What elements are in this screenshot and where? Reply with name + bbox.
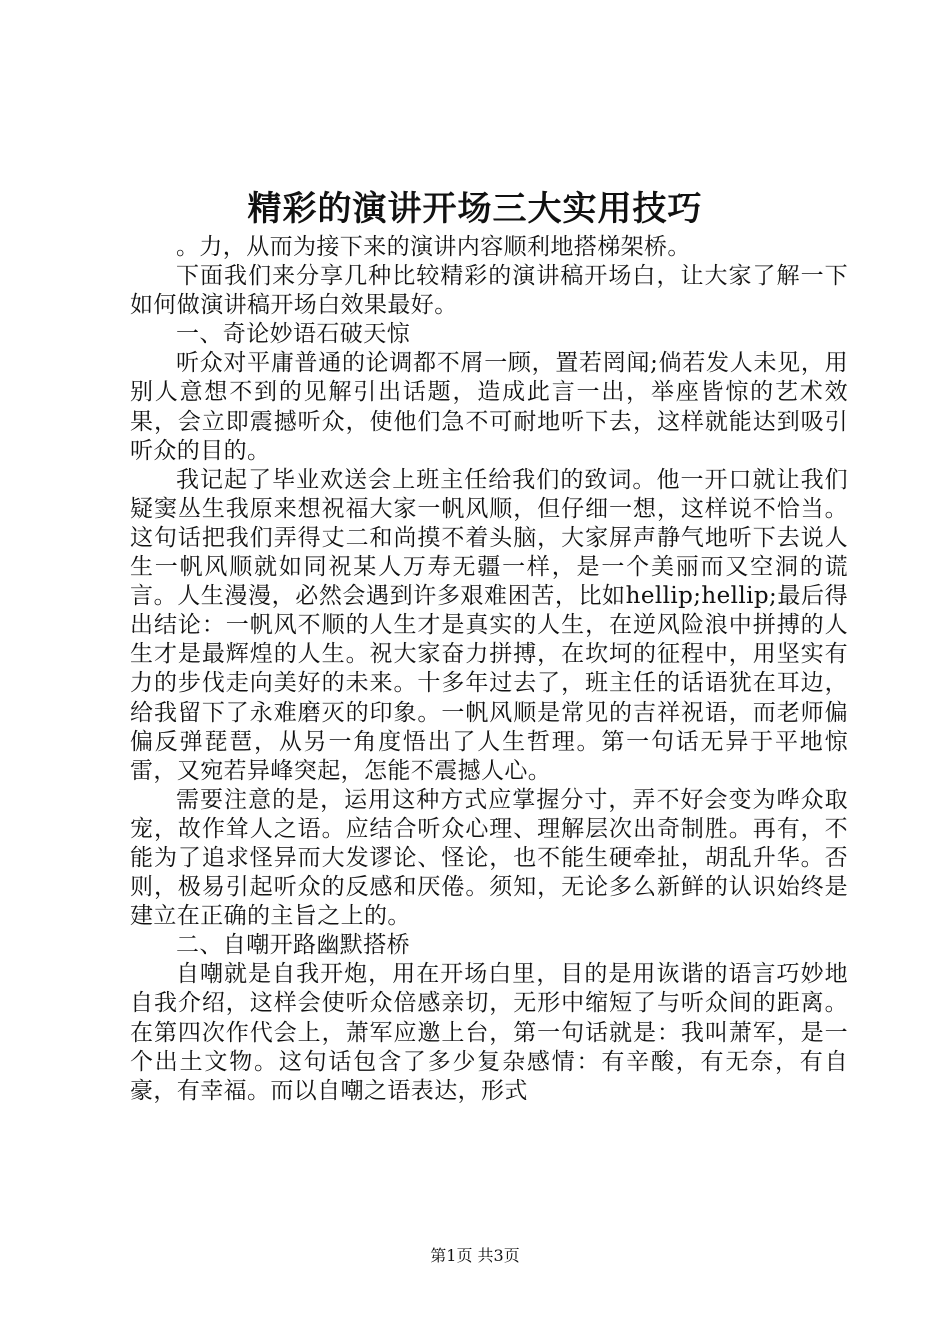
section-heading-1: 一、奇论妙语石破天惊	[176, 321, 410, 348]
document-body	[130, 233, 848, 1106]
paragraph-section1-intro: 听众对平庸普通的论调都不屑一顾，置若罔闻;倘若发人未见，用别人意想不到的见解引出话题，造成此言一出，举座皆惊的艺术效果，会立即震撼听众，使他们急不可耐地听下去，这样就能达到吸引听众的目的。	[130, 350, 848, 464]
paragraph-overview: 下面我们来分享几种比较精彩的演讲稿开场白，让大家了解一下如何做演讲稿开场白效果最好。	[130, 263, 848, 319]
page-number-footer: 第1页 共3页	[430, 1246, 520, 1265]
section-heading-2: 二、自嘲开路幽默搭桥	[176, 932, 410, 959]
paragraph-intro-fragment: 。力，从而为接下来的演讲内容顺利地搭梯架桥。	[176, 234, 691, 260]
paragraph-section1-caution: 需要注意的是，运用这种方式应掌握分寸，弄不好会变为哗众取宠，故作耸人之语。应结合听众心理、理解层次出奇制胜。再有，不能为了追求怪异而大发谬论、怪论，也不能生硬牵扯，胡乱升华。否则，极易引起听众的反感和厌倦。须知，无论多么新鲜的认识始终是建立在正确的主旨之上的。	[130, 786, 848, 930]
paragraph-section1-example: 我记起了毕业欢送会上班主任给我们的致词。他一开口就让我们疑窦丛生我原来想祝福大家一帆风顺，但仔细一想，这样说不恰当。这句话把我们弄得丈二和尚摸不着头脑，大家屏声静气地听下去说人生一帆风顺就如同祝某人万寿无疆一样，是一个美丽而又空洞的谎言。人生漫漫，必然会遇到许多艰难困苦，比如hellip;hellip;最后得出结论：一帆风不顺的人生才是真实的人生，在逆风险浪中拼搏的人生才是最辉煌的人生。祝大家奋力拼搏，在坎坷的征程中，用坚实有力的步伐走向美好的未来。十多年过去了，班主任的话语犹在耳边，给我留下了永难磨灭的印象。一帆风顺是常见的吉祥祝语，而老师偏偏反弹琵琶，从另一角度悟出了人生哲理。第一句话无异于平地惊雷，又宛若异峰突起，怎能不震撼人心。	[130, 466, 848, 784]
document-title: 精彩的演讲开场三大实用技巧	[247, 189, 703, 229]
paragraph-section2-intro: 自嘲就是自我开炮，用在开场白里，目的是用诙谐的语言巧妙地自我介绍，这样会使听众倍感亲切，无形中缩短了与听众间的距离。在第四次作代会上，萧军应邀上台，第一句话就是：我叫萧军，是一个出土文物。这句话包含了多少复杂感情：有辛酸，有无奈，有自豪，有幸福。而以自嘲之语表达，形式	[130, 961, 848, 1104]
